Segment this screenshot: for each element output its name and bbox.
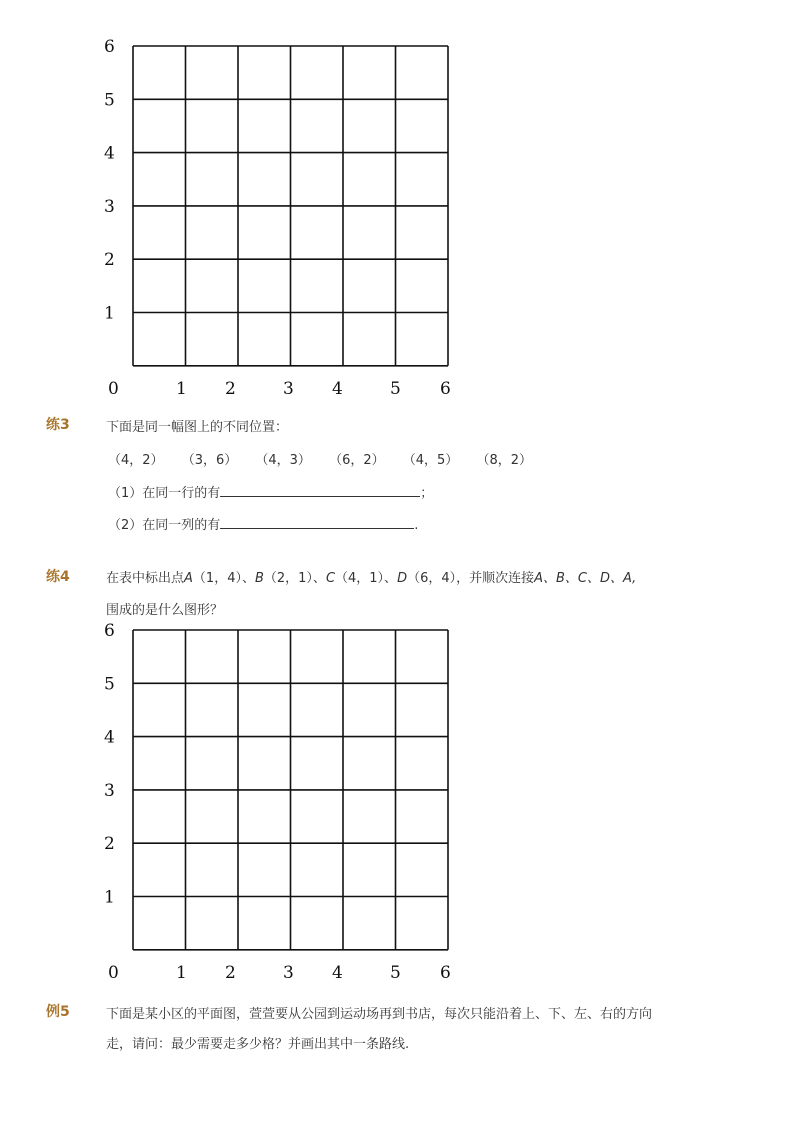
x-axis-tick-label: 4 xyxy=(332,962,343,983)
example-5-line-2: 走，请问：最少需要走多少格？并画出其中一条路线. xyxy=(106,1037,410,1052)
exercise-3-question-1 xyxy=(108,482,433,501)
exercise-3-tag: 练3 xyxy=(46,417,70,433)
point-b-label: B xyxy=(254,571,264,586)
x-axis-tick-label: 5 xyxy=(390,962,401,983)
x-axis-tick-label: 0 xyxy=(108,378,119,399)
x-axis-tick-label: 6 xyxy=(440,962,451,983)
coordinate-item: （6，2） xyxy=(329,453,385,468)
coordinate-item: （3，6） xyxy=(181,453,238,468)
exercise-4-tag: 练4 xyxy=(46,569,70,585)
answer-blank-2[interactable] xyxy=(220,515,414,529)
point-c-label: C xyxy=(325,571,336,586)
point-c-coord: （4，1）、 xyxy=(335,571,398,586)
x-axis-tick-label: 3 xyxy=(283,378,294,399)
x-axis-tick-label: 2 xyxy=(225,962,236,983)
coordinate-item: （4，3） xyxy=(255,453,311,468)
exercise-3-question-2 xyxy=(108,514,418,533)
point-a-label: A xyxy=(184,571,193,586)
point-b-coord: （2，1）、 xyxy=(263,571,326,586)
coordinate-grid-bottom xyxy=(100,618,460,983)
x-axis-tick-label: 6 xyxy=(440,378,451,399)
x-axis-tick-label: 0 xyxy=(108,962,119,983)
y-axis-tick-label: 4 xyxy=(104,727,115,748)
y-axis-tick-label: 6 xyxy=(104,37,115,57)
x-axis-tick-label: 1 xyxy=(176,378,187,399)
point-d-coord: （6，4），并顺次连接 xyxy=(407,571,535,586)
x-axis-tick-label: 1 xyxy=(176,962,187,983)
question-2-end: . xyxy=(414,518,419,533)
point-d-label: D xyxy=(397,571,408,586)
point-a-coord: （1，4）、 xyxy=(192,571,255,586)
y-axis-tick-label: 5 xyxy=(104,674,115,695)
y-axis-tick-label: 2 xyxy=(104,834,115,855)
x-axis-tick-label: 4 xyxy=(332,378,343,399)
y-axis-tick-label: 2 xyxy=(104,250,115,271)
y-axis-tick-label: 1 xyxy=(104,887,115,908)
coordinate-item: （4，2） xyxy=(108,453,164,468)
connect-sequence: A、B、C、D、A, xyxy=(534,571,637,586)
example-5-tag: 例5 xyxy=(46,1004,70,1020)
exercise-4-prefix: 在表中标出点 xyxy=(106,571,185,586)
x-axis-tick-label: 5 xyxy=(390,378,401,399)
example-5-line-1: 下面是某小区的平面图，萱萱要从公园到运动场再到书店，每次只能沿着上、下、左、右的方向 xyxy=(106,1007,653,1022)
x-axis-tick-label: 2 xyxy=(225,378,236,399)
exercise-3-prompt: 下面是同一幅图上的不同位置： xyxy=(106,420,289,435)
grid-top-svg xyxy=(100,34,460,399)
y-axis-tick-label: 6 xyxy=(104,621,115,641)
coordinate-item: （8，2） xyxy=(476,453,532,468)
exercise-3-coordinate-list xyxy=(108,449,546,468)
exercise-4-line-2: 围成的是什么图形？ xyxy=(106,603,224,618)
exercise-4-line-1 xyxy=(106,567,636,586)
y-axis-tick-label: 5 xyxy=(104,90,115,111)
y-axis-tick-label: 1 xyxy=(104,303,115,324)
answer-blank-1[interactable] xyxy=(220,483,420,497)
y-axis-tick-label: 3 xyxy=(104,196,115,217)
question-1-text: （1）在同一行的有 xyxy=(108,486,221,501)
coordinate-item: （4，5） xyxy=(402,453,459,468)
y-axis-tick-label: 3 xyxy=(104,780,115,801)
coordinate-grid-top xyxy=(100,34,460,399)
x-axis-tick-label: 3 xyxy=(283,962,294,983)
y-axis-tick-label: 4 xyxy=(104,143,115,164)
question-1-end: ； xyxy=(420,486,434,501)
grid-bottom-svg xyxy=(100,618,460,983)
question-2-text: （2）在同一列的有 xyxy=(108,518,221,533)
